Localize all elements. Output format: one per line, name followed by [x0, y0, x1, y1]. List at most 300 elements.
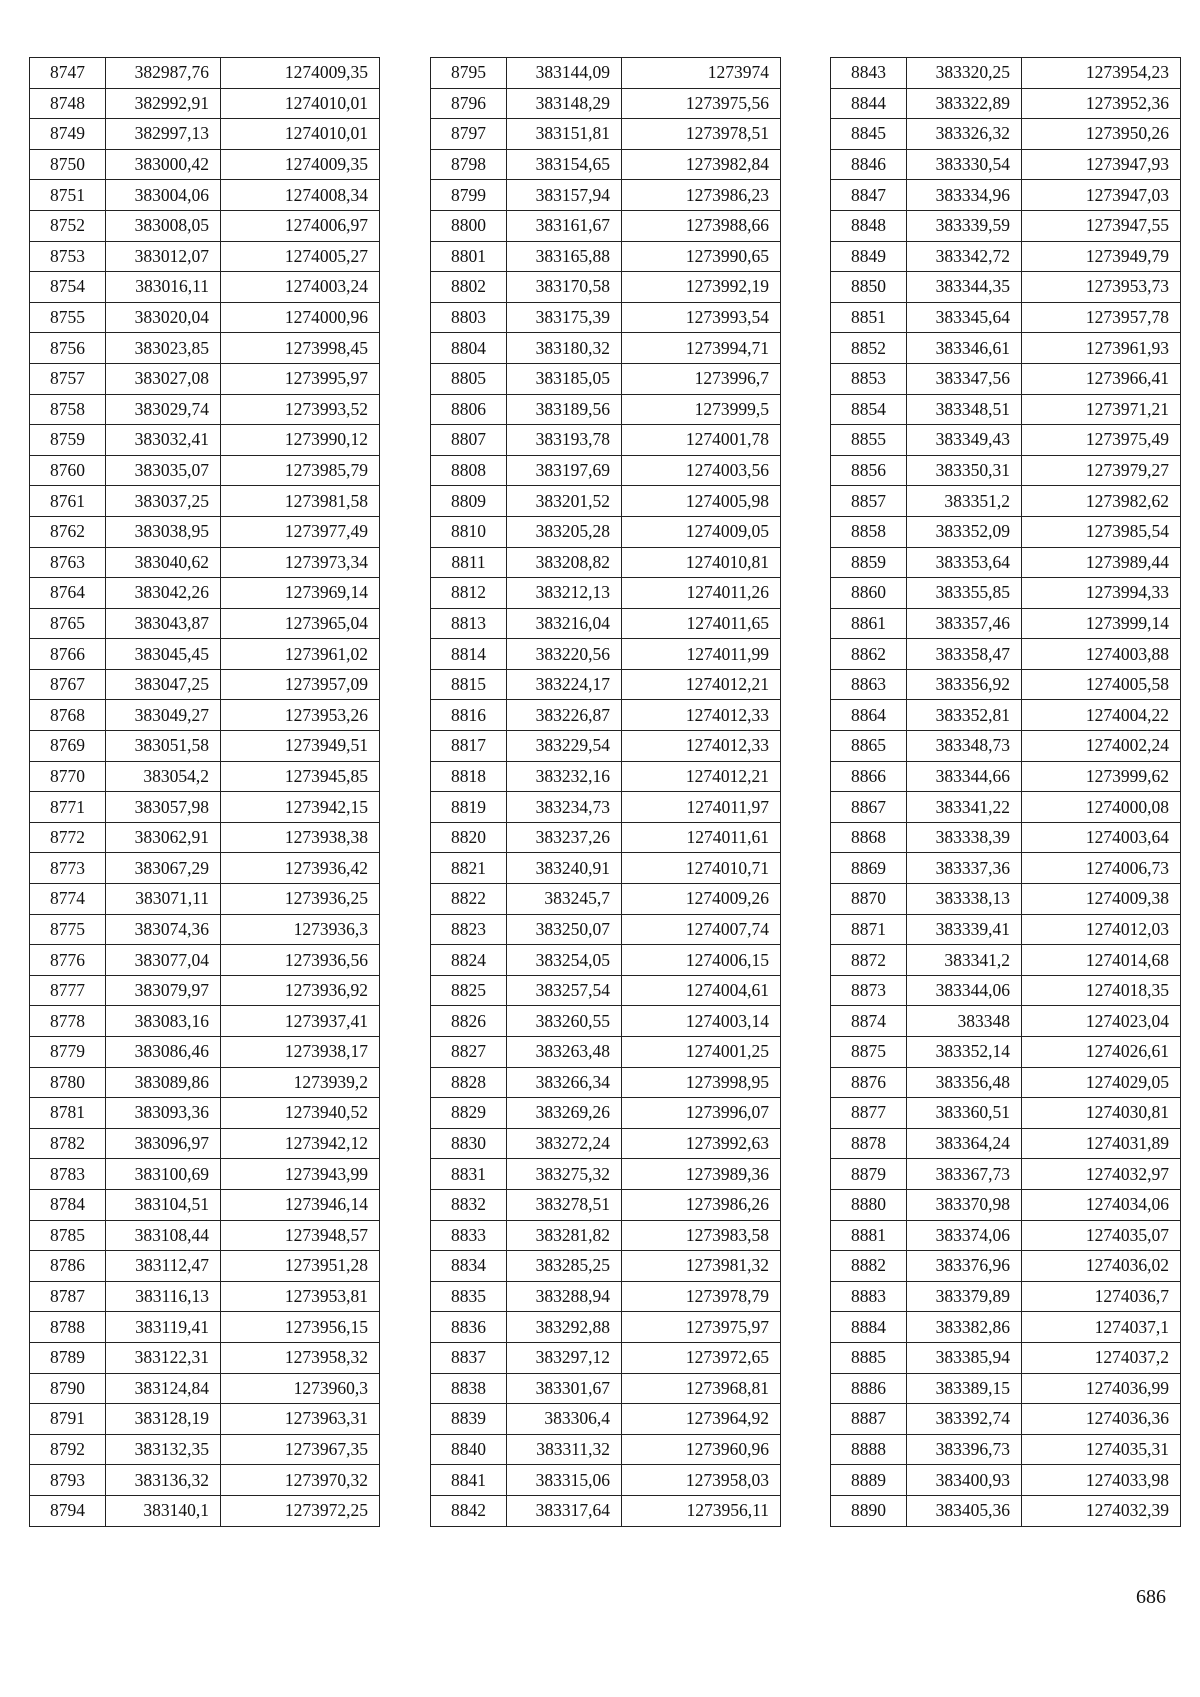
- table-row: [831, 455, 1181, 486]
- table-row: [431, 394, 781, 425]
- point-id-cell: 8772: [30, 822, 106, 853]
- table-row: [30, 180, 380, 211]
- table-row: [431, 669, 781, 700]
- y-coordinate-cell: 1273942,12: [221, 1128, 380, 1159]
- y-coordinate-cell: 1273978,51: [622, 119, 781, 150]
- y-coordinate-cell: 1273961,93: [1022, 333, 1181, 364]
- point-id-cell: 8884: [831, 1312, 907, 1343]
- x-coordinate-cell: 383250,07: [507, 914, 622, 945]
- point-id-cell: 8747: [30, 58, 106, 89]
- table-row: [30, 1342, 380, 1373]
- x-coordinate-cell: 383345,64: [907, 302, 1022, 333]
- y-coordinate-cell: 1274026,61: [1022, 1037, 1181, 1068]
- table-row: [831, 639, 1181, 670]
- x-coordinate-cell: 383029,74: [106, 394, 221, 425]
- table-row: [30, 1281, 380, 1312]
- point-id-cell: 8845: [831, 119, 907, 150]
- x-coordinate-cell: 383140,1: [106, 1495, 221, 1526]
- y-coordinate-cell: 1273960,3: [221, 1373, 380, 1404]
- y-coordinate-cell: 1274005,27: [221, 241, 380, 272]
- y-coordinate-cell: 1273986,23: [622, 180, 781, 211]
- y-coordinate-cell: 1273995,97: [221, 363, 380, 394]
- point-id-cell: 8781: [30, 1098, 106, 1129]
- x-coordinate-cell: 383344,35: [907, 272, 1022, 303]
- y-coordinate-cell: 1273966,41: [1022, 363, 1181, 394]
- table-row: [831, 1404, 1181, 1435]
- table-row: [431, 425, 781, 456]
- point-id-cell: 8793: [30, 1465, 106, 1496]
- y-coordinate-cell: 1273996,07: [622, 1098, 781, 1129]
- y-coordinate-cell: 1273958,32: [221, 1342, 380, 1373]
- point-id-cell: 8860: [831, 578, 907, 609]
- point-id-cell: 8885: [831, 1342, 907, 1373]
- table-row: [30, 547, 380, 578]
- table-row: [30, 333, 380, 364]
- x-coordinate-cell: 383348,51: [907, 394, 1022, 425]
- y-coordinate-cell: 1273963,31: [221, 1404, 380, 1435]
- x-coordinate-cell: 383116,13: [106, 1281, 221, 1312]
- y-coordinate-cell: 1274031,89: [1022, 1128, 1181, 1159]
- y-coordinate-cell: 1274011,99: [622, 639, 781, 670]
- point-id-cell: 8779: [30, 1037, 106, 1068]
- y-coordinate-cell: 1274036,02: [1022, 1251, 1181, 1282]
- y-coordinate-cell: 1273957,09: [221, 669, 380, 700]
- x-coordinate-cell: 383128,19: [106, 1404, 221, 1435]
- x-coordinate-cell: 383352,81: [907, 700, 1022, 731]
- x-coordinate-cell: 383385,94: [907, 1342, 1022, 1373]
- point-id-cell: 8888: [831, 1434, 907, 1465]
- table-row: [431, 58, 781, 89]
- table-row: [431, 639, 781, 670]
- x-coordinate-cell: 383012,07: [106, 241, 221, 272]
- table-row: [30, 700, 380, 731]
- y-coordinate-cell: 1273973,34: [221, 547, 380, 578]
- y-coordinate-cell: 1273985,79: [221, 455, 380, 486]
- x-coordinate-cell: 383047,25: [106, 669, 221, 700]
- point-id-cell: 8815: [431, 669, 507, 700]
- table-row: [30, 731, 380, 762]
- point-id-cell: 8813: [431, 608, 507, 639]
- y-coordinate-cell: 1273999,14: [1022, 608, 1181, 639]
- y-coordinate-cell: 1273964,92: [622, 1404, 781, 1435]
- table-row: [431, 1495, 781, 1526]
- table-row: [431, 1251, 781, 1282]
- x-coordinate-cell: 383396,73: [907, 1434, 1022, 1465]
- x-coordinate-cell: 383032,41: [106, 425, 221, 456]
- point-id-cell: 8832: [431, 1189, 507, 1220]
- y-coordinate-cell: 1273975,49: [1022, 425, 1181, 456]
- table-row: [831, 1159, 1181, 1190]
- x-coordinate-cell: 383112,47: [106, 1251, 221, 1282]
- x-coordinate-cell: 383016,11: [106, 272, 221, 303]
- y-coordinate-cell: 1274014,68: [1022, 945, 1181, 976]
- table-row: [431, 1128, 781, 1159]
- x-coordinate-cell: 383254,05: [507, 945, 622, 976]
- y-coordinate-cell: 1273967,35: [221, 1434, 380, 1465]
- y-coordinate-cell: 1274003,56: [622, 455, 781, 486]
- x-coordinate-cell: 383344,06: [907, 975, 1022, 1006]
- y-coordinate-cell: 1274030,81: [1022, 1098, 1181, 1129]
- y-coordinate-cell: 1273985,54: [1022, 516, 1181, 547]
- table-row: [431, 1404, 781, 1435]
- table-row: [431, 363, 781, 394]
- table-row: [431, 1373, 781, 1404]
- x-coordinate-cell: 383020,04: [106, 302, 221, 333]
- y-coordinate-cell: 1273981,58: [221, 486, 380, 517]
- point-id-cell: 8882: [831, 1251, 907, 1282]
- x-coordinate-cell: 383269,26: [507, 1098, 622, 1129]
- y-coordinate-cell: 1273993,52: [221, 394, 380, 425]
- table-row: [30, 608, 380, 639]
- x-coordinate-cell: 383132,35: [106, 1434, 221, 1465]
- y-coordinate-cell: 1273994,33: [1022, 578, 1181, 609]
- table-row: [831, 425, 1181, 456]
- x-coordinate-cell: 383004,06: [106, 180, 221, 211]
- table-row: [831, 1251, 1181, 1282]
- point-id-cell: 8773: [30, 853, 106, 884]
- point-id-cell: 8798: [431, 149, 507, 180]
- point-id-cell: 8844: [831, 88, 907, 119]
- point-id-cell: 8766: [30, 639, 106, 670]
- x-coordinate-cell: 383338,39: [907, 822, 1022, 853]
- x-coordinate-cell: 383400,93: [907, 1465, 1022, 1496]
- table-row: [30, 822, 380, 853]
- y-coordinate-cell: 1273994,71: [622, 333, 781, 364]
- y-coordinate-cell: 1274006,15: [622, 945, 781, 976]
- table-row: [431, 608, 781, 639]
- x-coordinate-cell: 383353,64: [907, 547, 1022, 578]
- table-row: [431, 241, 781, 272]
- y-coordinate-cell: 1274033,98: [1022, 1465, 1181, 1496]
- point-id-cell: 8826: [431, 1006, 507, 1037]
- point-id-cell: 8803: [431, 302, 507, 333]
- table-row: [30, 761, 380, 792]
- point-id-cell: 8830: [431, 1128, 507, 1159]
- table-row: [831, 761, 1181, 792]
- table-row: [831, 1342, 1181, 1373]
- x-coordinate-cell: 383344,66: [907, 761, 1022, 792]
- y-coordinate-cell: 1274012,33: [622, 700, 781, 731]
- point-id-cell: 8749: [30, 119, 106, 150]
- x-coordinate-cell: 383379,89: [907, 1281, 1022, 1312]
- x-coordinate-cell: 383185,05: [507, 363, 622, 394]
- table-row: [30, 853, 380, 884]
- x-coordinate-cell: 383346,61: [907, 333, 1022, 364]
- x-coordinate-cell: 383151,81: [507, 119, 622, 150]
- point-id-cell: 8877: [831, 1098, 907, 1129]
- y-coordinate-cell: 1273982,84: [622, 149, 781, 180]
- table-row: [431, 1037, 781, 1068]
- point-id-cell: 8833: [431, 1220, 507, 1251]
- y-coordinate-cell: 1274012,03: [1022, 914, 1181, 945]
- x-coordinate-cell: 383263,48: [507, 1037, 622, 1068]
- table-row: [831, 1312, 1181, 1343]
- table-row: [30, 425, 380, 456]
- y-coordinate-cell: 1273975,56: [622, 88, 781, 119]
- y-coordinate-cell: 1273998,45: [221, 333, 380, 364]
- x-coordinate-cell: 383037,25: [106, 486, 221, 517]
- point-id-cell: 8856: [831, 455, 907, 486]
- y-coordinate-cell: 1273938,17: [221, 1037, 380, 1068]
- table-row: [431, 731, 781, 762]
- y-coordinate-cell: 1273961,02: [221, 639, 380, 670]
- x-coordinate-cell: 383342,72: [907, 241, 1022, 272]
- table-row: [30, 1312, 380, 1343]
- point-id-cell: 8864: [831, 700, 907, 731]
- x-coordinate-cell: 383357,46: [907, 608, 1022, 639]
- table-row: [30, 1251, 380, 1282]
- table-row: [831, 1373, 1181, 1404]
- x-coordinate-cell: 383364,24: [907, 1128, 1022, 1159]
- point-id-cell: 8814: [431, 639, 507, 670]
- table-row: [831, 241, 1181, 272]
- table-row: [831, 394, 1181, 425]
- x-coordinate-cell: 383062,91: [106, 822, 221, 853]
- y-coordinate-cell: 1274035,07: [1022, 1220, 1181, 1251]
- x-coordinate-cell: 383042,26: [106, 578, 221, 609]
- y-coordinate-cell: 1273948,57: [221, 1220, 380, 1251]
- x-coordinate-cell: 383350,31: [907, 455, 1022, 486]
- table-row: [30, 149, 380, 180]
- y-coordinate-cell: 1274010,81: [622, 547, 781, 578]
- point-id-cell: 8752: [30, 210, 106, 241]
- y-coordinate-cell: 1274009,35: [221, 58, 380, 89]
- y-coordinate-cell: 1274003,64: [1022, 822, 1181, 853]
- point-id-cell: 8865: [831, 731, 907, 762]
- y-coordinate-cell: 1273943,99: [221, 1159, 380, 1190]
- y-coordinate-cell: 1274000,96: [221, 302, 380, 333]
- point-id-cell: 8750: [30, 149, 106, 180]
- x-coordinate-cell: 383136,32: [106, 1465, 221, 1496]
- table-row: [431, 547, 781, 578]
- point-id-cell: 8789: [30, 1342, 106, 1373]
- x-coordinate-cell: 383320,25: [907, 58, 1022, 89]
- point-id-cell: 8870: [831, 884, 907, 915]
- y-coordinate-cell: 1273996,7: [622, 363, 781, 394]
- x-coordinate-cell: 383306,4: [507, 1404, 622, 1435]
- x-coordinate-cell: 383086,46: [106, 1037, 221, 1068]
- x-coordinate-cell: 383326,32: [907, 119, 1022, 150]
- point-id-cell: 8778: [30, 1006, 106, 1037]
- x-coordinate-cell: 383348,73: [907, 731, 1022, 762]
- table-row: [431, 516, 781, 547]
- y-coordinate-cell: 1273971,21: [1022, 394, 1181, 425]
- y-coordinate-cell: 1273952,36: [1022, 88, 1181, 119]
- table-row: [30, 241, 380, 272]
- point-id-cell: 8854: [831, 394, 907, 425]
- x-coordinate-cell: 383297,12: [507, 1342, 622, 1373]
- point-id-cell: 8783: [30, 1159, 106, 1190]
- y-coordinate-cell: 1273947,93: [1022, 149, 1181, 180]
- point-id-cell: 8807: [431, 425, 507, 456]
- y-coordinate-cell: 1273947,55: [1022, 210, 1181, 241]
- table-row: [831, 853, 1181, 884]
- table-row: [831, 547, 1181, 578]
- x-coordinate-cell: 383360,51: [907, 1098, 1022, 1129]
- y-coordinate-cell: 1274001,25: [622, 1037, 781, 1068]
- y-coordinate-cell: 1273982,62: [1022, 486, 1181, 517]
- table-row: [30, 975, 380, 1006]
- table-row: [30, 210, 380, 241]
- x-coordinate-cell: 383278,51: [507, 1189, 622, 1220]
- table-row: [431, 914, 781, 945]
- table-row: [831, 363, 1181, 394]
- point-id-cell: 8765: [30, 608, 106, 639]
- y-coordinate-cell: 1274000,08: [1022, 792, 1181, 823]
- table-row: [30, 669, 380, 700]
- x-coordinate-cell: 383093,36: [106, 1098, 221, 1129]
- x-coordinate-cell: 383356,92: [907, 669, 1022, 700]
- point-id-cell: 8767: [30, 669, 106, 700]
- y-coordinate-cell: 1274011,26: [622, 578, 781, 609]
- x-coordinate-cell: 383405,36: [907, 1495, 1022, 1526]
- point-id-cell: 8861: [831, 608, 907, 639]
- table-row: [431, 180, 781, 211]
- table-row: [30, 1373, 380, 1404]
- x-coordinate-cell: 383358,47: [907, 639, 1022, 670]
- x-coordinate-cell: 383317,64: [507, 1495, 622, 1526]
- x-coordinate-cell: 383043,87: [106, 608, 221, 639]
- y-coordinate-cell: 1274011,65: [622, 608, 781, 639]
- table-row: [831, 1465, 1181, 1496]
- point-id-cell: 8792: [30, 1434, 106, 1465]
- table-row: [831, 792, 1181, 823]
- y-coordinate-cell: 1273992,19: [622, 272, 781, 303]
- x-coordinate-cell: 383170,58: [507, 272, 622, 303]
- y-coordinate-cell: 1273969,14: [221, 578, 380, 609]
- x-coordinate-cell: 383000,42: [106, 149, 221, 180]
- x-coordinate-cell: 383157,94: [507, 180, 622, 211]
- point-id-cell: 8879: [831, 1159, 907, 1190]
- y-coordinate-cell: 1273936,92: [221, 975, 380, 1006]
- point-id-cell: 8829: [431, 1098, 507, 1129]
- table-row: [831, 333, 1181, 364]
- point-id-cell: 8863: [831, 669, 907, 700]
- point-id-cell: 8848: [831, 210, 907, 241]
- x-coordinate-cell: 383285,25: [507, 1251, 622, 1282]
- table-row: [831, 1281, 1181, 1312]
- x-coordinate-cell: 383337,36: [907, 853, 1022, 884]
- table-row: [831, 1037, 1181, 1068]
- table-row: [431, 945, 781, 976]
- table-row: [831, 975, 1181, 1006]
- point-id-cell: 8768: [30, 700, 106, 731]
- table-row: [30, 363, 380, 394]
- x-coordinate-cell: 383079,97: [106, 975, 221, 1006]
- point-id-cell: 8857: [831, 486, 907, 517]
- x-coordinate-cell: 383089,86: [106, 1067, 221, 1098]
- table-row: [30, 1404, 380, 1435]
- point-id-cell: 8842: [431, 1495, 507, 1526]
- x-coordinate-cell: 383292,88: [507, 1312, 622, 1343]
- coordinate-table-3: [830, 57, 1181, 1527]
- table-row: [431, 884, 781, 915]
- y-coordinate-cell: 1273940,52: [221, 1098, 380, 1129]
- table-row: [831, 884, 1181, 915]
- y-coordinate-cell: 1274009,26: [622, 884, 781, 915]
- x-coordinate-cell: 383096,97: [106, 1128, 221, 1159]
- point-id-cell: 8881: [831, 1220, 907, 1251]
- point-id-cell: 8759: [30, 425, 106, 456]
- point-id-cell: 8878: [831, 1128, 907, 1159]
- y-coordinate-cell: 1273960,96: [622, 1434, 781, 1465]
- table-row: [831, 945, 1181, 976]
- point-id-cell: 8874: [831, 1006, 907, 1037]
- x-coordinate-cell: 383175,39: [507, 302, 622, 333]
- y-coordinate-cell: 1273951,28: [221, 1251, 380, 1282]
- y-coordinate-cell: 1273936,56: [221, 945, 380, 976]
- point-id-cell: 8836: [431, 1312, 507, 1343]
- x-coordinate-cell: 383311,32: [507, 1434, 622, 1465]
- table-row: [831, 180, 1181, 211]
- point-id-cell: 8867: [831, 792, 907, 823]
- table-row: [831, 1220, 1181, 1251]
- table-row: [431, 792, 781, 823]
- table-row: [30, 394, 380, 425]
- table-row: [831, 302, 1181, 333]
- point-id-cell: 8825: [431, 975, 507, 1006]
- x-coordinate-cell: 383352,14: [907, 1037, 1022, 1068]
- y-coordinate-cell: 1274010,71: [622, 853, 781, 884]
- x-coordinate-cell: 383275,32: [507, 1159, 622, 1190]
- point-id-cell: 8852: [831, 333, 907, 364]
- y-coordinate-cell: 1273953,73: [1022, 272, 1181, 303]
- x-coordinate-cell: 383330,54: [907, 149, 1022, 180]
- y-coordinate-cell: 1273988,66: [622, 210, 781, 241]
- table-row: [431, 1465, 781, 1496]
- x-coordinate-cell: 383124,84: [106, 1373, 221, 1404]
- x-coordinate-cell: 383341,22: [907, 792, 1022, 823]
- point-id-cell: 8862: [831, 639, 907, 670]
- y-coordinate-cell: 1274036,36: [1022, 1404, 1181, 1435]
- point-id-cell: 8794: [30, 1495, 106, 1526]
- x-coordinate-cell: 383382,86: [907, 1312, 1022, 1343]
- x-coordinate-cell: 383352,09: [907, 516, 1022, 547]
- point-id-cell: 8851: [831, 302, 907, 333]
- table-row: [431, 1281, 781, 1312]
- table-row: [30, 455, 380, 486]
- x-coordinate-cell: 383154,65: [507, 149, 622, 180]
- table-row: [431, 822, 781, 853]
- x-coordinate-cell: 383339,59: [907, 210, 1022, 241]
- point-id-cell: 8805: [431, 363, 507, 394]
- y-coordinate-cell: 1273945,85: [221, 761, 380, 792]
- y-coordinate-cell: 1274010,01: [221, 119, 380, 150]
- point-id-cell: 8868: [831, 822, 907, 853]
- x-coordinate-cell: 383148,29: [507, 88, 622, 119]
- x-coordinate-cell: 383245,7: [507, 884, 622, 915]
- point-id-cell: 8808: [431, 455, 507, 486]
- point-id-cell: 8876: [831, 1067, 907, 1098]
- x-coordinate-cell: 383027,08: [106, 363, 221, 394]
- x-coordinate-cell: 383240,91: [507, 853, 622, 884]
- x-coordinate-cell: 383197,69: [507, 455, 622, 486]
- point-id-cell: 8761: [30, 486, 106, 517]
- y-coordinate-cell: 1274001,78: [622, 425, 781, 456]
- x-coordinate-cell: 383288,94: [507, 1281, 622, 1312]
- point-id-cell: 8869: [831, 853, 907, 884]
- point-id-cell: 8784: [30, 1189, 106, 1220]
- point-id-cell: 8770: [30, 761, 106, 792]
- table-row: [431, 1342, 781, 1373]
- y-coordinate-cell: 1273981,32: [622, 1251, 781, 1282]
- x-coordinate-cell: 383334,96: [907, 180, 1022, 211]
- table-row: [30, 1495, 380, 1526]
- point-id-cell: 8837: [431, 1342, 507, 1373]
- x-coordinate-cell: 383351,2: [907, 486, 1022, 517]
- y-coordinate-cell: 1273968,81: [622, 1373, 781, 1404]
- point-id-cell: 8777: [30, 975, 106, 1006]
